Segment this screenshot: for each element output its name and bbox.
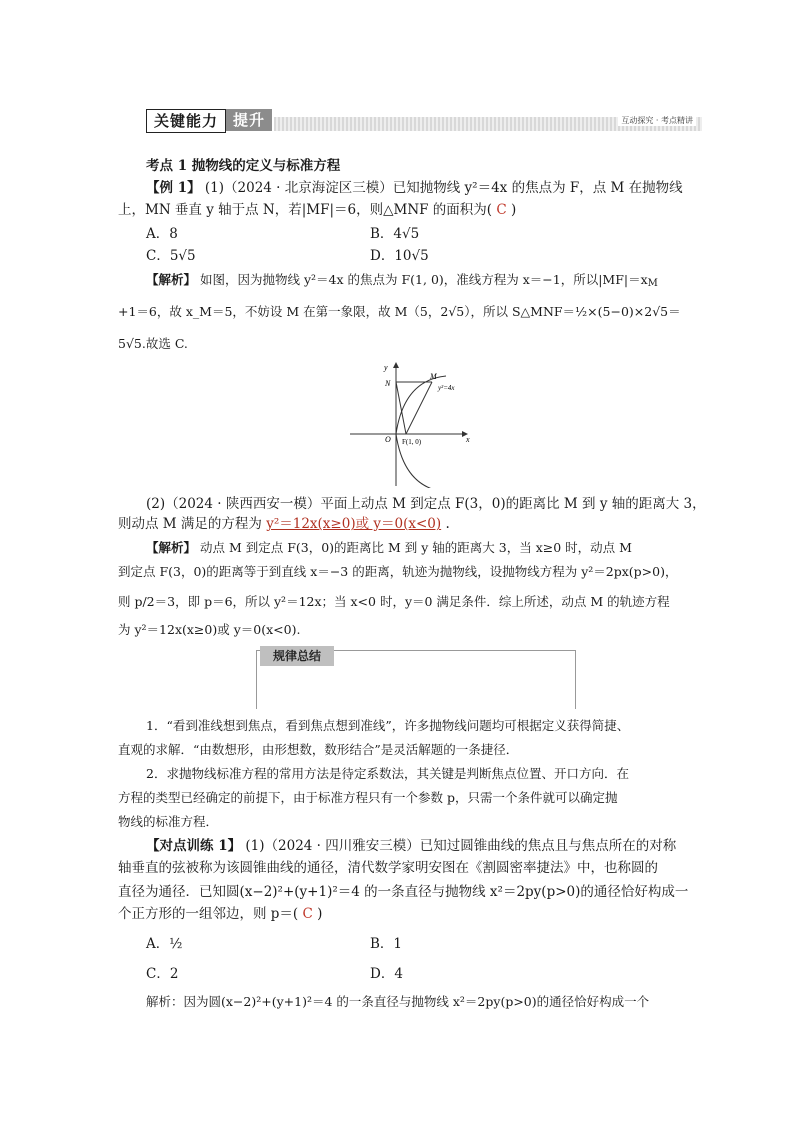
training1-text4: 个正方形的一组邻边，则 p＝( [118, 906, 299, 922]
summary-tag: 规律总结 [260, 646, 334, 666]
example1-2-answer: y²＝12x(x≥0)或 y＝0(x<0) [266, 516, 442, 532]
curve-label: y²=4x [438, 384, 455, 392]
example1-2-text2: 则动点 M 满足的方程为 [118, 516, 262, 532]
training1-optC: C．2 [146, 966, 179, 982]
segment-MF [406, 382, 432, 434]
example1-label: 【例 1】 [146, 180, 201, 196]
solution1-label: 【解析】 [146, 272, 197, 287]
solution2-line3: 则 p/2＝3，即 p＝6，所以 y²＝12x；当 x<0 时，y＝0 满足条件．综上所述，动点 M 的轨迹方程 [118, 594, 670, 609]
example1-optD: D．10√5 [370, 248, 429, 264]
summary-p2-line1: 2．求抛物线标准方程的常用方法是待定系数法，其关键是判断焦点位置、开口方向．在 [146, 766, 629, 781]
y-axis-label: y [384, 363, 388, 372]
example1-optA: A．8 [146, 226, 178, 242]
point-M-label: M [430, 372, 437, 381]
example1-2-line1: (2)（2024 · 陕西西安一模）平面上动点 M 到定点 F(3，0)的距离比 M 到 y 轴的距离大 3， [146, 496, 706, 512]
origin-label: O [385, 435, 391, 444]
training1-optD: D．4 [370, 966, 403, 982]
summary-p1-line2: 直观的求解．“由数想形，由形想数，数形结合”是灵活解题的一条捷径． [118, 742, 519, 757]
example1-text1: (1)（2024 · 北京海淀区三模）已知抛物线 y²＝4x 的焦点为 F，点 M 在抛物线 [204, 180, 683, 196]
solution1-text1: 如图，因为抛物线 y²＝4x 的焦点为 F(1, 0)，准线方程为 x＝−1，所以|MF|＝x [200, 272, 648, 287]
example1-answer: C [496, 202, 507, 218]
example1-optB: B．4√5 [370, 226, 420, 242]
point-F-label: F(1, 0) [402, 438, 422, 446]
y-axis-arrow [393, 362, 399, 368]
training1-line1 [146, 836, 686, 856]
parabola-curve [396, 376, 446, 488]
summary-p2-line3: 物线的标准方程． [118, 814, 219, 829]
solution1-line3: 5√5.故选 C. [118, 336, 188, 351]
header-title: 关键能力 [146, 109, 226, 133]
example1-line2 [118, 200, 658, 220]
training1-optB: B．1 [370, 936, 403, 952]
training1-line3: 直径为通径．已知圆(x−2)²+(y+1)²＝4 的一条直径与抛物线 x²＝2py(p>0)的通径恰好构成一 [118, 884, 689, 900]
solution1-line2: +1＝6，故 x_M＝5，不妨设 M 在第一象限，故 M（5，2√5），所以 S△MNF＝½×(5−0)×2√5＝ [118, 304, 681, 319]
solution2-line2: 到定点 F(3，0)的距离等于到直线 x＝−3 的距离，轨迹为抛物线，设抛物线方程为 y²＝2px(p>0)， [118, 564, 678, 579]
training1-line4 [118, 904, 658, 924]
solution2-label: 【解析】 [146, 540, 197, 555]
solution2-text1: 动点 M 到定点 F(3，0)的距离比 M 到 y 轴的距离大 3，当 x≥0 时，动点 M [200, 540, 632, 555]
header-subtitle: 互动探究 · 考点精讲 [618, 115, 696, 126]
example1-text2: 上，MN 垂直 y 轴于点 N，若|MF|＝6，则△MNF 的面积为( [118, 202, 493, 218]
x-axis-label: x [466, 435, 470, 444]
solution1-line1 [146, 270, 686, 294]
solution2-line4: 为 y²＝12x(x≥0)或 y＝0(x<0). [118, 622, 301, 637]
summary-p2-line2: 方程的类型已经确定的前提下，由于标准方程只有一个参数 p，只需一个条件就可以确定抛 [118, 790, 618, 805]
example1-line1 [146, 178, 686, 198]
solution1-sub: M [647, 278, 658, 289]
training1-close: ) [317, 906, 323, 922]
training1-optA: A．½ [146, 936, 183, 952]
parabola-figure [346, 360, 476, 488]
solution2-line1 [146, 538, 686, 558]
training1-text1: (1)（2024 · 四川雅安三模）已知过圆锥曲线的焦点且与焦点所在的对称 [245, 838, 677, 854]
training1-label: 【对点训练 1】 [146, 838, 242, 854]
point-N-label: N [385, 379, 391, 388]
example1-optC: C．5√5 [146, 248, 196, 264]
section-header [146, 107, 702, 133]
example1-close: ) [511, 202, 517, 218]
summary-p1-line1: 1．“看到准线想到焦点，看到焦点想到准线”，许多抛物线问题均可根据定义获得简捷、 [146, 718, 630, 733]
training1-solution: 解析：因为圆(x−2)²+(y+1)²＝4 的一条直径与抛物线 x²＝2py(p>0)的通径恰好构成一个 [146, 994, 650, 1009]
training1-line2: 轴垂直的弦被称为该圆锥曲线的通径，清代数学家明安图在《割圆密率捷法》中，也称圆的 [118, 860, 658, 876]
example1-2-end: . [445, 516, 450, 532]
section-title: 考点 1 抛物线的定义与标准方程 [146, 158, 341, 174]
training1-answer: C [302, 906, 313, 922]
example1-2-line2 [118, 514, 658, 534]
header-tag: 提升 [226, 109, 272, 131]
